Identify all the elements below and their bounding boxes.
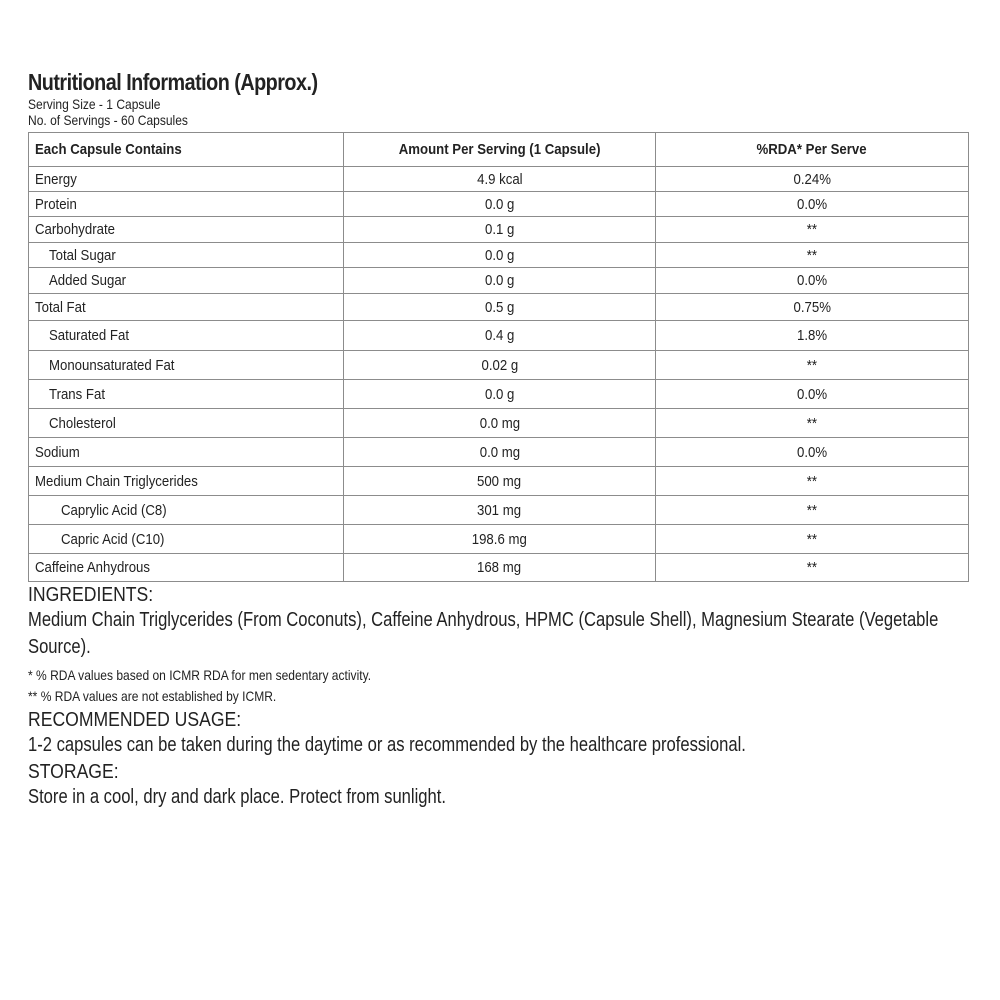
amount-per-serving: 0.0 g bbox=[344, 243, 656, 268]
usage-text: 1-2 capsules can be taken during the daytime or as recommended by the healthcare professional. bbox=[28, 734, 746, 756]
amount-per-serving: 0.0 g bbox=[344, 192, 656, 217]
table-row bbox=[29, 167, 969, 192]
rda-per-serve: ** bbox=[656, 351, 969, 380]
nutrient-name: Capric Acid (C10) bbox=[29, 525, 344, 554]
amount-per-serving: 168 mg bbox=[344, 554, 656, 582]
rda-per-serve: ** bbox=[656, 409, 969, 438]
table-row bbox=[29, 243, 969, 268]
rda-per-serve: ** bbox=[656, 496, 969, 525]
amount-per-serving: 0.0 mg bbox=[344, 438, 656, 467]
table-row bbox=[29, 321, 969, 351]
nutrient-name: Cholesterol bbox=[29, 409, 344, 438]
nutrient-name: Medium Chain Triglycerides bbox=[29, 467, 344, 496]
rda-per-serve: ** bbox=[656, 554, 969, 582]
footnote-not-established: ** % RDA values are not established by ICMR. bbox=[28, 688, 277, 704]
table-row bbox=[29, 192, 969, 217]
table-row bbox=[29, 217, 969, 243]
amount-per-serving: 0.0 g bbox=[344, 380, 656, 409]
servings-count: No. of Servings - 60 Capsules bbox=[28, 112, 188, 128]
amount-per-serving: 0.02 g bbox=[344, 351, 656, 380]
rda-per-serve: 0.75% bbox=[656, 294, 969, 321]
column-header-amount: Amount Per Serving (1 Capsule) bbox=[344, 133, 656, 167]
nutrient-name: Total Fat bbox=[29, 294, 344, 321]
rda-per-serve: ** bbox=[656, 217, 969, 243]
table-row bbox=[29, 438, 969, 467]
table-row bbox=[29, 294, 969, 321]
nutrition-table-body bbox=[29, 167, 969, 582]
amount-per-serving: 0.4 g bbox=[344, 321, 656, 351]
amount-per-serving: 4.9 kcal bbox=[344, 167, 656, 192]
table-header-row bbox=[29, 133, 969, 167]
amount-per-serving: 198.6 mg bbox=[344, 525, 656, 554]
nutrient-name: Caprylic Acid (C8) bbox=[29, 496, 344, 525]
storage-heading: STORAGE: bbox=[28, 761, 119, 783]
amount-per-serving: 0.0 g bbox=[344, 268, 656, 294]
nutrient-name: Total Sugar bbox=[29, 243, 344, 268]
footnotes bbox=[28, 665, 973, 707]
nutrient-name: Trans Fat bbox=[29, 380, 344, 409]
nutrition-panel bbox=[28, 68, 973, 811]
table-row bbox=[29, 268, 969, 294]
rda-per-serve: ** bbox=[656, 243, 969, 268]
amount-per-serving: 301 mg bbox=[344, 496, 656, 525]
table-row bbox=[29, 380, 969, 409]
ingredients-text: Medium Chain Triglycerides (From Coconuts), Caffeine Anhydrous, HPMC (Capsule Shell), Magnesium Stearate (Vegetable Source). bbox=[28, 609, 939, 658]
ingredients-heading: INGREDIENTS: bbox=[28, 584, 154, 606]
column-header-nutrient: Each Capsule Contains bbox=[29, 133, 344, 167]
storage-text: Store in a cool, dry and dark place. Protect from sunlight. bbox=[28, 786, 446, 808]
table-row bbox=[29, 467, 969, 496]
amount-per-serving: 500 mg bbox=[344, 467, 656, 496]
table-row bbox=[29, 525, 969, 554]
nutrient-name: Saturated Fat bbox=[29, 321, 344, 351]
nutrient-name: Caffeine Anhydrous bbox=[29, 554, 344, 582]
column-header-rda: %RDA* Per Serve bbox=[656, 133, 969, 167]
amount-per-serving: 0.0 mg bbox=[344, 409, 656, 438]
nutrient-name: Protein bbox=[29, 192, 344, 217]
rda-per-serve: 0.24% bbox=[656, 167, 969, 192]
rda-per-serve: 1.8% bbox=[656, 321, 969, 351]
nutrient-name: Monounsaturated Fat bbox=[29, 351, 344, 380]
rda-per-serve: 0.0% bbox=[656, 380, 969, 409]
table-row bbox=[29, 554, 969, 582]
footnote-rda: * % RDA values based on ICMR RDA for men sedentary activity. bbox=[28, 667, 372, 683]
table-row bbox=[29, 351, 969, 380]
nutrient-name: Carbohydrate bbox=[29, 217, 344, 243]
nutrient-name: Added Sugar bbox=[29, 268, 344, 294]
table-row bbox=[29, 496, 969, 525]
rda-per-serve: 0.0% bbox=[656, 268, 969, 294]
usage-heading: RECOMMENDED USAGE: bbox=[28, 709, 242, 731]
nutrient-name: Energy bbox=[29, 167, 344, 192]
nutrition-table bbox=[28, 132, 969, 582]
rda-per-serve: ** bbox=[656, 467, 969, 496]
rda-per-serve: 0.0% bbox=[656, 438, 969, 467]
amount-per-serving: 0.1 g bbox=[344, 217, 656, 243]
table-row bbox=[29, 409, 969, 438]
serving-size: Serving Size - 1 Capsule bbox=[28, 96, 161, 112]
page-title: Nutritional Information (Approx.) bbox=[28, 69, 318, 95]
rda-per-serve: 0.0% bbox=[656, 192, 969, 217]
nutrient-name: Sodium bbox=[29, 438, 344, 467]
amount-per-serving: 0.5 g bbox=[344, 294, 656, 321]
rda-per-serve: ** bbox=[656, 525, 969, 554]
